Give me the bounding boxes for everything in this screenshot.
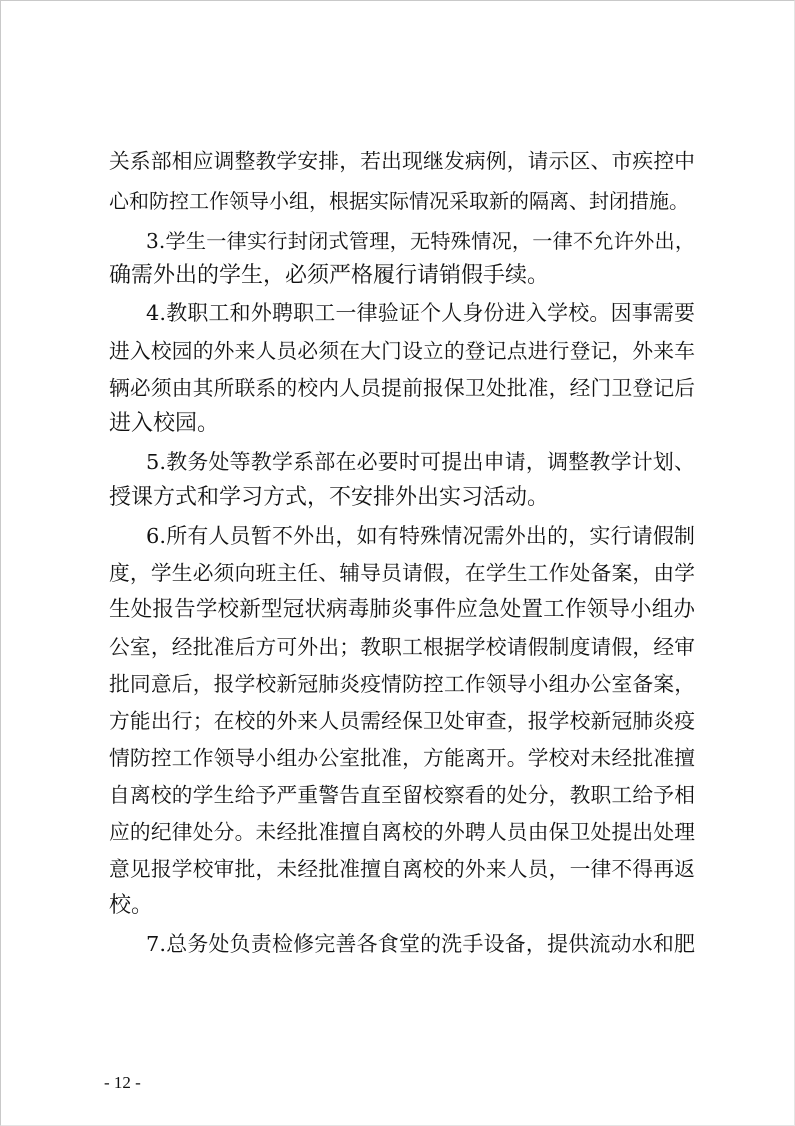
text-line-6: 进入校园的外来人员必须在大门设立的登记点进行登记，外来车 xyxy=(109,339,695,363)
text-line-18: 自离校的学生给予严重警告直至留校察看的处分，教职工给予相 xyxy=(109,783,695,807)
text-line-13: 生处报告学校新型冠状病毒肺炎事件应急处置工作领导小组办 xyxy=(109,597,695,622)
text-line-4: 确需外出的学生，必须严格履行请销假手续。 xyxy=(109,263,550,288)
text-line-21: 校。 xyxy=(109,893,154,918)
text-line-10: 授课方式和学习方式，不安排外出实习活动。 xyxy=(109,485,550,510)
text-line-7: 辆必须由其所联系的校内人员提前报保卫处批准，经门卫登记后 xyxy=(109,376,695,400)
text-line-17: 情防控工作领导小组办公室批准，方能离开。学校对未经批准擅 xyxy=(109,746,695,770)
text-line-15: 批同意后，报学校新冠肺炎疫情防控工作领导小组办公室备案， xyxy=(109,672,695,696)
text-line-1: 关系部相应调整教学安排，若出现继发病例，请示区、市疾控中 xyxy=(109,149,695,173)
text-line-16: 方能出行；在校的外来人员需经保卫处审查，报学校新冠肺炎疫 xyxy=(109,709,695,733)
text-line-5: 4.教职工和外聘职工一律验证个人身份进入学校。因事需要 xyxy=(146,301,695,325)
text-line-2: 心和防控工作领导小组，根据实际情况采取新的隔离、封闭措施。 xyxy=(109,189,689,213)
text-line-11: 6.所有人员暂不外出，如有特殊情况需外出的，实行请假制 xyxy=(146,524,695,548)
text-line-14: 公室，经批准后方可外出；教职工根据学校请假制度请假，经审 xyxy=(109,635,695,659)
text-line-22: 7.总务处负责检修完善各食堂的洗手设备，提供流动水和肥 xyxy=(146,932,695,956)
text-line-19: 应的纪律处分。未经批准擅自离校的外聘人员由保卫处提出处理 xyxy=(109,820,695,844)
text-line-3: 3.学生一律实行封闭式管理，无特殊情况，一律不允许外出， xyxy=(146,229,695,253)
text-line-9: 5.教务处等教学系部在必要时可提出申请，调整教学计划、 xyxy=(146,450,695,474)
text-line-20: 意见报学校审批，未经批准擅自离校的外来人员，一律不得再返 xyxy=(109,857,695,881)
text-line-8: 进入校园。 xyxy=(109,411,220,436)
text-line-12: 度，学生必须向班主任、辅导员请假，在学生工作处备案，由学 xyxy=(109,561,695,585)
page-number: - 12 - xyxy=(104,1073,141,1092)
